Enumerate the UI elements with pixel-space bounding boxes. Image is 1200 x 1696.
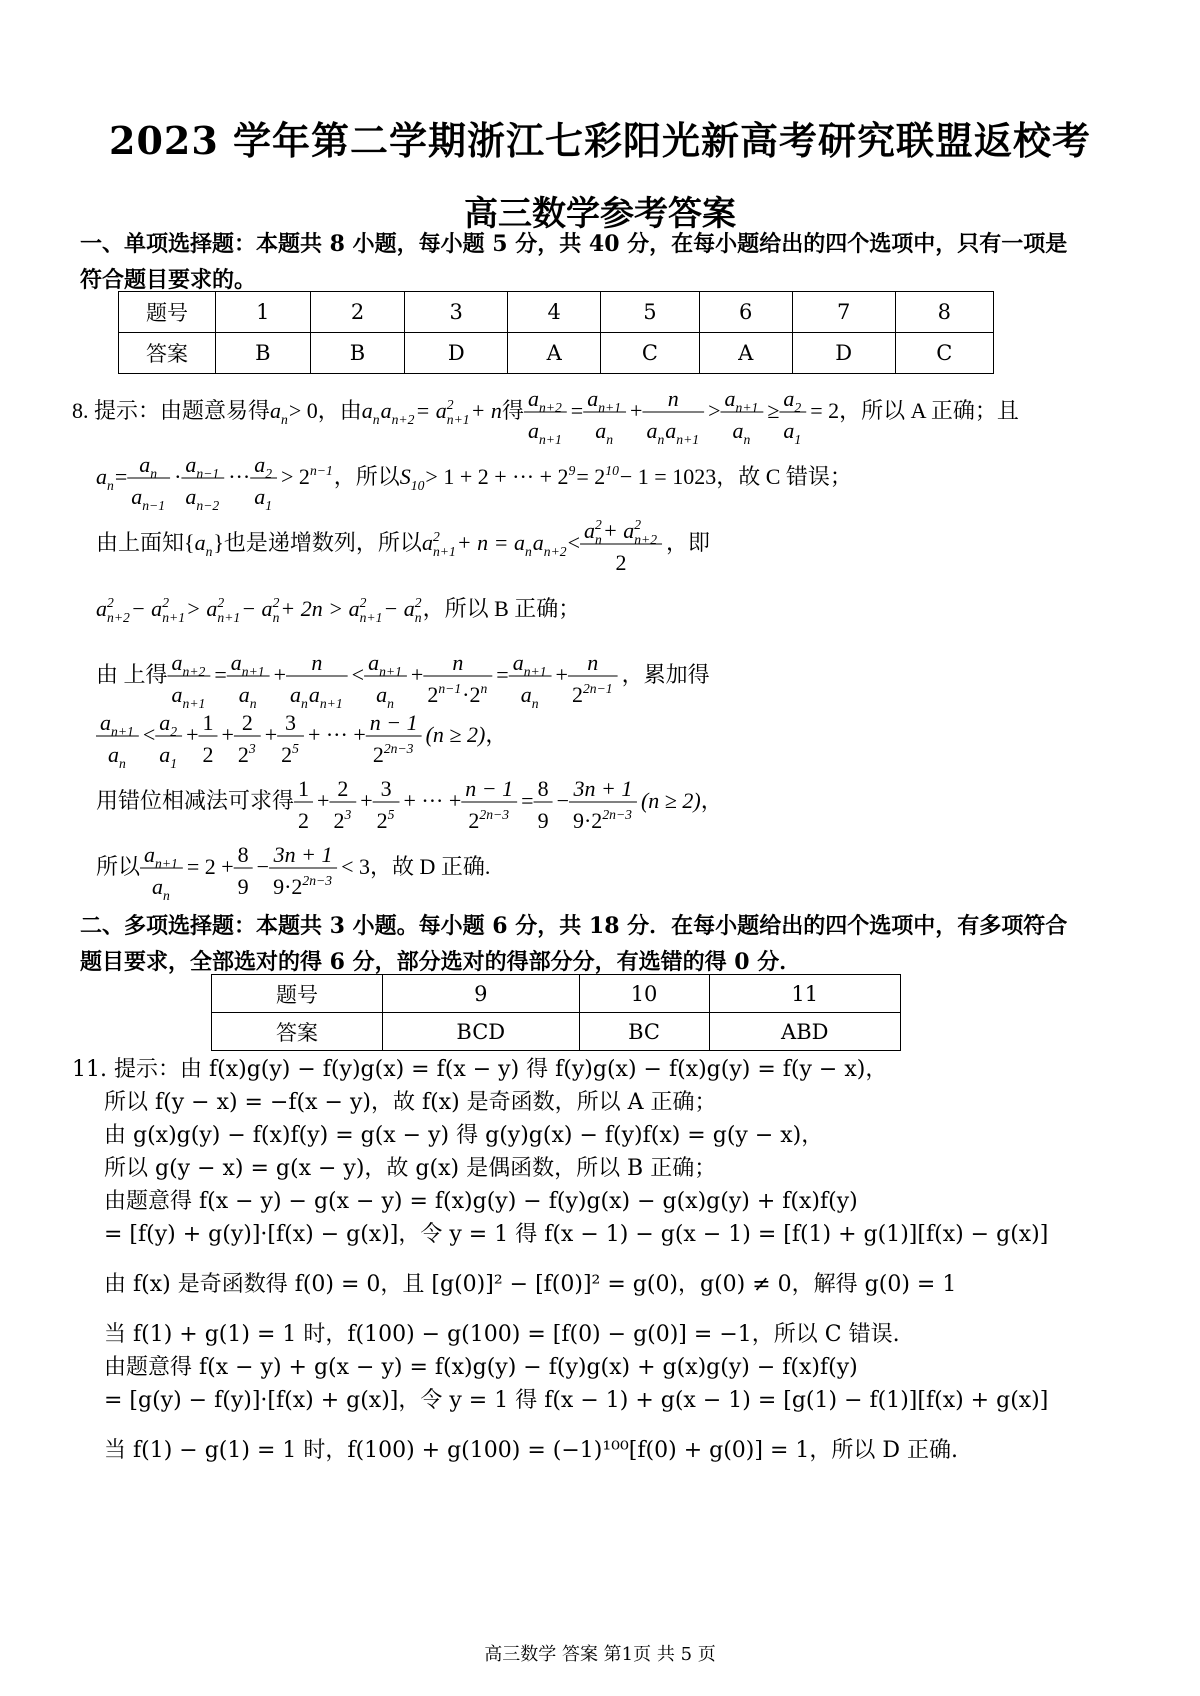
math-text: a <box>100 710 111 735</box>
math-text: > 1 + 2 + ··· + 2 <box>425 464 569 489</box>
table-cell: 8 <box>895 292 993 333</box>
math-text: a <box>194 530 206 555</box>
math-text: ，所以 <box>333 464 400 489</box>
math-text: < 3 <box>341 854 370 879</box>
math-text: a <box>139 452 151 477</box>
math-text: 3n + 1 <box>273 842 333 867</box>
math-subscript: 1 <box>265 498 273 514</box>
math-subscript: n <box>606 432 614 448</box>
math-text: · <box>174 464 182 489</box>
math-text: 2 <box>571 682 583 707</box>
math-text: a <box>131 484 143 509</box>
table-row-numbers <box>119 292 994 333</box>
table-cell: 4 <box>508 292 601 333</box>
math-text: a <box>308 682 320 707</box>
math-text: }也是递增数列，所以 <box>213 530 422 555</box>
math-text: a <box>185 484 197 509</box>
math-subscript: 2 <box>170 724 178 740</box>
table-cell: 2 <box>310 292 405 333</box>
math-subscript: n−2 <box>196 498 220 514</box>
q11-line-3: 由 g(x)g(y) − f(x)f(y) = g(x − y) 得 g(y)g(x) − f(y)f(x) = g(y − x)， <box>104 1123 824 1148</box>
q11-line-5: 由题意得 f(x − y) − g(x − y) = f(x)g(y) − f(y)g(x) − g(x)g(y) + f(x)f(y) <box>104 1189 858 1214</box>
math-text: 8. 提示：由题意易得 <box>72 398 271 423</box>
math-text: + <box>555 662 568 687</box>
math-text: ，累加得 <box>621 662 710 687</box>
math-text: a <box>159 742 171 767</box>
math-subscript: n <box>150 466 158 482</box>
math-text: = <box>214 662 227 687</box>
math-text: a <box>783 386 795 411</box>
math-text: − 1 = 1023 <box>619 464 717 489</box>
math-text: − a <box>383 596 415 621</box>
math-subscript: n <box>595 532 602 548</box>
math-text: + 2n > a <box>280 596 360 621</box>
math-subscript: n+2 <box>634 532 658 548</box>
math-text: < <box>567 530 581 555</box>
math-text: a <box>96 464 107 489</box>
section1-heading-line2: 符合题目要求的。 <box>80 267 257 293</box>
math-text: ，故 C 错误； <box>716 464 852 489</box>
math-text: > 0，由 <box>288 398 362 423</box>
q11-line-7: 由 f(x) 是奇函数得 f(0) = 0，且 [g(0)]² − [f(0)]² = g(0)，g(0) ≠ 0，解得 g(0) = 1 <box>104 1272 957 1297</box>
math-text: + n = a <box>456 530 525 555</box>
math-text: S <box>399 464 411 489</box>
table-row-answers <box>212 1013 901 1051</box>
math-text: n <box>587 650 599 675</box>
math-superscript: 2n−3 <box>302 872 333 888</box>
math-text: 2 <box>202 742 214 767</box>
math-text: n <box>667 386 679 411</box>
math-text: a <box>254 484 266 509</box>
q11-line-9: 由题意得 f(x − y) + g(x − y) = f(x)g(y) − f(y)g(x) + g(x)g(y) − f(x)f(y) <box>104 1355 858 1380</box>
section1-answer-table <box>118 291 994 374</box>
math-superscript: 3 <box>344 806 352 822</box>
math-subscript: n+2 <box>107 610 130 626</box>
math-text: a <box>587 386 599 411</box>
page-footer: 高三数学 答案 第1页 共 5 页 <box>484 1644 716 1665</box>
math-text: 1 <box>298 776 310 801</box>
math-subscript: 1 <box>794 432 802 448</box>
math-text: + a <box>602 518 635 543</box>
math-text: a <box>646 418 658 443</box>
math-text: a <box>108 742 120 767</box>
math-text: = <box>570 398 584 423</box>
math-text: ≥ <box>767 398 780 423</box>
math-subscript: n <box>414 610 422 626</box>
math-text: ··· <box>228 464 251 489</box>
math-subscript: n+2 <box>538 400 562 416</box>
math-superscript: 2 <box>107 594 114 610</box>
math-subscript: n+1 <box>523 664 547 680</box>
table-cell: A <box>699 333 792 374</box>
math-superscript: 2 <box>272 594 280 610</box>
section2-heading-line2: 题目要求，全部选对的得 6 分，部分选对的得部分分，有选错的得 0 分． <box>80 949 802 975</box>
math-text: a <box>421 530 433 555</box>
table-cell: D <box>405 333 508 374</box>
math-subscript: n+1 <box>241 664 265 680</box>
math-text: a <box>185 452 197 477</box>
table-header-cell: 题号 <box>119 292 216 333</box>
math-subscript: n <box>272 610 280 626</box>
math-subscript: n+1 <box>359 610 383 626</box>
math-text: > <box>708 398 721 423</box>
math-text: a <box>254 452 266 477</box>
math-text: 9 <box>537 808 549 833</box>
math-subscript: n+1 <box>182 696 206 712</box>
math-subscript: n <box>657 432 665 448</box>
q11-line-11: 当 f(1) − g(1) = 1 时，f(100) + g(100) = (−1)¹⁰⁰[f(0) + g(0)] = 1，所以 D 正确. <box>104 1438 958 1463</box>
math-text: 2 <box>468 808 480 833</box>
math-text: 所以 <box>96 854 141 879</box>
math-superscript: 2 <box>634 516 642 532</box>
math-superscript: 2n−1 <box>582 680 613 696</box>
math-subscript: n <box>743 432 751 448</box>
math-text: a <box>96 596 107 621</box>
math-text: a <box>532 530 544 555</box>
math-text: + <box>264 722 278 747</box>
math-superscript: 2 <box>595 516 602 532</box>
math-text: + <box>221 722 234 747</box>
math-text: ，即 <box>666 530 711 555</box>
math-text: (n ≥ 2) <box>425 722 486 747</box>
math-text: a <box>724 386 736 411</box>
math-subscript: n <box>531 696 539 712</box>
math-subscript: n+1 <box>111 724 134 740</box>
table-row-answers <box>119 333 994 374</box>
math-superscript: n <box>480 680 488 696</box>
math-text: a <box>665 418 677 443</box>
math-text: a <box>290 682 302 707</box>
math-superscript: 2 <box>432 528 440 544</box>
math-text: 得 <box>501 398 524 423</box>
math-text: a <box>527 386 539 411</box>
math-text: 2 <box>333 808 345 833</box>
math-text: ，所以 B 正确； <box>422 596 581 621</box>
section2-answer-table <box>211 974 901 1051</box>
math-text: ， <box>700 788 723 813</box>
math-text: > 2 <box>281 464 310 489</box>
math-subscript: n+1 <box>538 432 562 448</box>
math-subscript: n+1 <box>379 664 402 680</box>
math-text: ， <box>485 722 508 747</box>
math-superscript: n−1 <box>438 680 462 696</box>
page-title: 2023 学年第二学期浙江七彩阳光新高考研究联盟返校考 <box>109 118 1091 163</box>
math-text: 8 <box>537 776 549 801</box>
math-text: 2 <box>427 682 439 707</box>
math-subscript: n <box>387 696 394 712</box>
table-cell: 10 <box>579 975 709 1013</box>
math-text: n <box>452 650 464 675</box>
table-cell: B <box>216 333 311 374</box>
math-subscript: 2 <box>794 400 802 416</box>
math-text: a <box>595 418 607 443</box>
math-text: + <box>317 788 330 813</box>
math-text: 由 上得 <box>96 662 168 687</box>
math-subscript: n+1 <box>155 856 178 872</box>
table-cell: 7 <box>792 292 895 333</box>
table-cell: 11 <box>709 975 900 1013</box>
math-subscript: n <box>372 412 380 428</box>
q11-line-10: = [g(y) − f(y)]·[f(x) + g(x)]，令 y = 1 得 f(x − 1) + g(x − 1) = [g(1) − f(1)][f(x) + g(x)] <box>104 1388 1049 1413</box>
math-text: + <box>360 788 373 813</box>
math-text: a <box>238 682 250 707</box>
math-text: = 2 + <box>186 854 234 879</box>
math-text: 2 <box>237 742 249 767</box>
math-text: − <box>556 788 569 813</box>
math-text: 9·2 <box>572 808 603 833</box>
math-text: a <box>732 418 744 443</box>
math-text: 9·2 <box>273 874 303 899</box>
math-subscript: n+1 <box>735 400 759 416</box>
math-text: = 2 <box>810 398 840 423</box>
math-text: + <box>410 662 424 687</box>
q11-line-8: 当 f(1) + g(1) = 1 时，f(100) − g(100) = [f(0) − g(0)] = −1，所以 C 错误. <box>104 1322 900 1347</box>
math-text: 1 <box>202 710 214 735</box>
table-header-cell: 答案 <box>119 333 216 374</box>
table-cell: 5 <box>601 292 699 333</box>
page-subtitle: 高三数学参考答案 <box>464 194 736 234</box>
table-cell: D <box>792 333 895 374</box>
math-subscript: n+1 <box>446 412 470 428</box>
section1-heading-line1: 一、单项选择题：本题共 8 小题，每小题 5 分，共 40 分，在每小题给出的四个选项中，只有一项是 <box>80 231 1068 257</box>
math-superscript: 10 <box>605 462 619 478</box>
math-subscript: n+1 <box>319 696 343 712</box>
table-cell: 1 <box>216 292 311 333</box>
math-subscript: n <box>107 478 114 494</box>
math-text: a <box>512 650 524 675</box>
math-text: + <box>273 662 287 687</box>
table-header-cell: 答案 <box>212 1013 383 1051</box>
math-superscript: n−1 <box>309 462 333 478</box>
math-superscript: 2 <box>162 594 169 610</box>
math-superscript: 5 <box>292 740 299 756</box>
math-subscript: n <box>249 696 257 712</box>
math-subscript: n+2 <box>182 664 206 680</box>
math-superscript: 2 <box>446 396 454 412</box>
math-superscript: 2n−3 <box>383 740 414 756</box>
math-subscript: 10 <box>410 478 425 494</box>
math-text: 3 <box>285 710 297 735</box>
math-text: 2 <box>615 550 627 575</box>
math-text: 用错位相减法可求得 <box>96 788 295 813</box>
math-superscript: 2n−3 <box>479 806 510 822</box>
math-subscript: n <box>281 412 288 428</box>
math-subscript: n <box>205 544 213 560</box>
math-subscript: n+2 <box>391 412 415 428</box>
math-text: 9 <box>237 874 249 899</box>
math-text: < <box>351 662 365 687</box>
math-subscript: n <box>119 756 126 772</box>
table-cell: A <box>508 333 601 374</box>
math-subscript: n+2 <box>543 544 567 560</box>
math-text: a <box>520 682 532 707</box>
table-cell: B <box>310 333 405 374</box>
math-superscript: 9 <box>568 462 576 478</box>
math-text: a <box>380 398 392 423</box>
math-text: 3 <box>380 776 392 801</box>
math-superscript: 3 <box>248 740 256 756</box>
math-text: n − 1 <box>465 776 514 801</box>
math-subscript: 1 <box>170 756 178 772</box>
math-text: n <box>311 650 323 675</box>
q11-line-4: 所以 g(y − x) = g(x − y)，故 g(x) 是偶函数，所以 B 正确； <box>104 1156 717 1181</box>
math-text: = <box>496 662 509 687</box>
math-text: 8 <box>237 842 249 867</box>
math-superscript: 2 <box>359 594 367 610</box>
math-text: 2 <box>281 742 293 767</box>
math-text: a <box>152 874 164 899</box>
table-cell: ABD <box>709 1013 900 1051</box>
math-text: = <box>114 464 128 489</box>
math-text: a <box>230 650 242 675</box>
math-text: 3n + 1 <box>573 776 633 801</box>
table-header-cell: 题号 <box>212 975 383 1013</box>
math-subscript: n+1 <box>598 400 622 416</box>
math-text: = a <box>415 398 447 423</box>
math-text: a <box>368 650 380 675</box>
math-subscript: n <box>301 696 308 712</box>
q11-line-1: 11. 提示：由 f(x)g(y) − f(y)g(x) = f(x − y) 得 f(y)g(x) − f(x)g(y) = f(y − x)， <box>72 1057 888 1082</box>
math-text: 2 <box>372 742 384 767</box>
math-text: a <box>584 518 596 543</box>
math-text: (n ≥ 2) <box>640 788 701 813</box>
math-text: 由上面知{ <box>96 530 195 555</box>
math-text: a <box>171 650 183 675</box>
math-text: ·2 <box>462 682 481 707</box>
table-cell: 3 <box>405 292 508 333</box>
math-text: = <box>521 788 534 813</box>
math-subscript: 2 <box>265 466 273 482</box>
section2-heading <box>80 908 1140 980</box>
math-text: + ··· + <box>307 722 366 747</box>
math-text: a <box>144 842 156 867</box>
math-text: 2 <box>376 808 388 833</box>
math-text: + ··· + <box>403 788 462 813</box>
q8-solution-math <box>0 380 1200 910</box>
math-superscript: 2 <box>414 594 422 610</box>
table-cell: BC <box>579 1013 709 1051</box>
math-text: a <box>270 398 282 423</box>
math-text: 2 <box>241 710 253 735</box>
math-text: < <box>142 722 156 747</box>
q11-line-6: = [f(y) + g(y)]·[f(x) − g(x)]，令 y = 1 得 f(x − 1) − g(x − 1) = [f(1) + g(1)][f(x) − g(x)] <box>104 1222 1049 1247</box>
math-subscript: n+1 <box>162 610 186 626</box>
table-row-numbers <box>212 975 901 1013</box>
math-subscript: n+1 <box>676 432 700 448</box>
math-text: + <box>186 722 199 747</box>
math-text: ，故 D 正确. <box>369 854 491 879</box>
math-text: > a <box>186 596 218 621</box>
table-cell: BCD <box>383 1013 580 1051</box>
math-text: a <box>783 418 795 443</box>
math-superscript: 2 <box>217 594 225 610</box>
math-text: a <box>376 682 388 707</box>
math-text: a <box>361 398 373 423</box>
math-text: a <box>171 682 183 707</box>
math-text: ，所以 A 正确；且 <box>839 398 1019 423</box>
section1-heading <box>80 226 1140 298</box>
math-subscript: n+1 <box>432 544 456 560</box>
math-text: n − 1 <box>369 710 418 735</box>
math-subscript: n <box>163 888 170 904</box>
math-text: − a <box>130 596 163 621</box>
math-text: − a <box>241 596 273 621</box>
table-cell: C <box>601 333 699 374</box>
math-superscript: 2n−3 <box>602 806 632 822</box>
math-text: + <box>630 398 643 423</box>
table-cell: 9 <box>383 975 580 1013</box>
q11-line-2: 所以 f(y − x) = −f(x − y)，故 f(x) 是奇函数，所以 A 正确； <box>104 1090 717 1115</box>
math-subscript: n−1 <box>196 466 220 482</box>
math-text: + n <box>470 398 502 423</box>
section2-heading-line1: 二、多项选择题：本题共 3 小题。每小题 6 分，共 18 分．在每小题给出的四个选项中，有多项符合 <box>80 913 1068 939</box>
math-text: a <box>527 418 539 443</box>
table-cell: C <box>895 333 993 374</box>
math-text: 2 <box>298 808 310 833</box>
math-subscript: n+1 <box>217 610 241 626</box>
math-text: − <box>256 854 270 879</box>
table-cell: 6 <box>699 292 792 333</box>
math-subscript: n−1 <box>142 498 166 514</box>
math-text: a <box>159 710 171 735</box>
math-text: 2 <box>337 776 349 801</box>
math-text: = 2 <box>576 464 606 489</box>
math-subscript: n <box>524 544 532 560</box>
math-superscript: 5 <box>387 806 395 822</box>
